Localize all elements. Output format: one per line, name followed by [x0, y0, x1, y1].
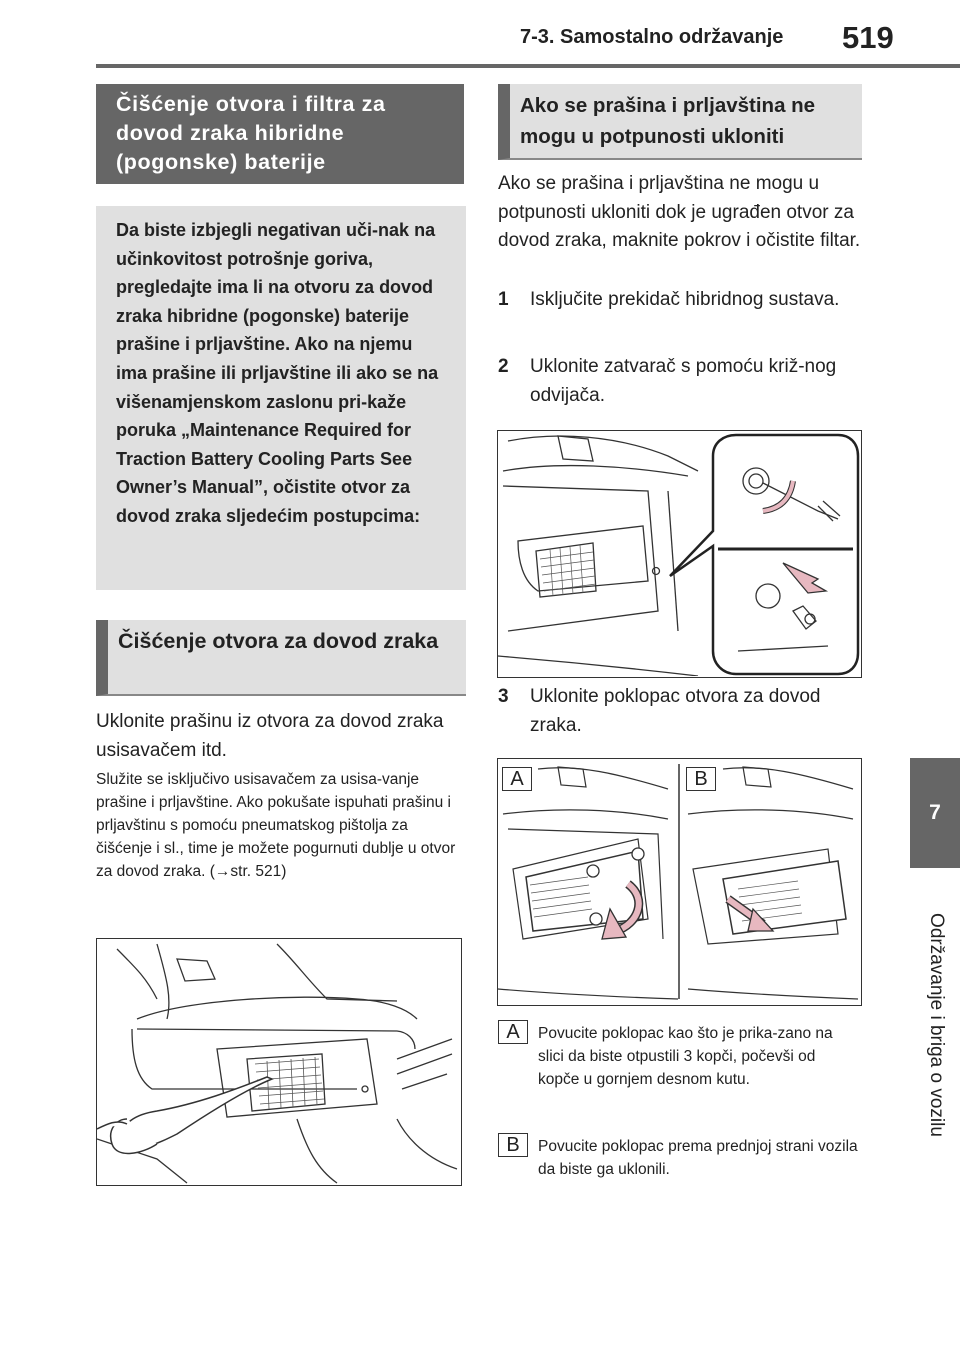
cover-removal-illustration — [498, 759, 860, 1004]
figure-remove-cover — [497, 758, 862, 1006]
step-text: Isključite prekidač hibridnog sustava. — [530, 289, 840, 310]
chapter-title-tab — [916, 880, 956, 1170]
right-intro-text: Ako se prašina i prljavština ne mogu u potpunosti ukloniti dok je ugrađen otvor za dovod zraka, maknite pokrov i očistite filtar. — [498, 173, 861, 251]
chapter-number-tab: 7 — [910, 758, 960, 868]
note-b-text: Povucite poklopac prema prednjoj strani vozila da biste ga uklonili. — [538, 1138, 858, 1178]
step-text: Uklonite zatvarač s pomoću križ-nog odvijača. — [530, 356, 837, 406]
sub-heading-not-removed: Ako se prašina i prljavština ne mogu u potpunosti ukloniti — [498, 84, 862, 160]
step-number: 1 — [498, 289, 509, 310]
header-rule — [96, 64, 960, 68]
step-text: Uklonite poklopac otvora za dovod zraka. — [530, 686, 821, 736]
step-3 — [498, 682, 862, 742]
sub-heading-cleaning: Čišćenje otvora za dovod zraka — [96, 620, 466, 696]
step-1 — [498, 285, 862, 345]
intro-box: Da biste izbjegli negativan uči-nak na učinkovitost potrošnje goriva, pregledajte ima li na otvoru za dovod zraka hibridne (pogonske) baterije prašine i prljavštine. Ako na njemu ima prašine ili prljavštine ili ako se na višenamjenskom zaslonu pri-kaže poruka „Maintenance Required for Traction Battery Cooling Parts See Owner’s Manual”, očistite otvor za dovod zraka sljedećim postupcima: — [96, 206, 466, 590]
chapter-title: Održavanje i briga o vozilu — [926, 913, 947, 1137]
section-title: 7-3. Samostalno održavanje — [520, 26, 784, 48]
step-2 — [498, 352, 862, 412]
note-text: Služite se isključivo usisavačem za usisa-vanje prašine i prljavštine. Ako pokušate ispuhati prašinu i prljavštinu s pomoću pneumatskog pištolja za čišćenje i sl., time je možete pogurnuti dublje u otvor za dovod zraka. (→str. 521) — [96, 771, 456, 880]
figure-label-b: B — [686, 767, 716, 791]
note-label-a: A — [498, 1020, 528, 1044]
figure-remove-clip — [497, 430, 862, 678]
vacuum-illustration — [97, 939, 460, 1184]
note-a-text: Povucite poklopac kao što je prika-zano na slici da biste otpustili 3 kopči, počevši od kopče u gornjem desnom kutu. — [538, 1025, 833, 1088]
main-heading: Čišćenje otvora i filtra za dovod zraka hibridne (pogonske) baterije — [96, 84, 464, 184]
step-number: 3 — [498, 686, 509, 707]
figure-label-a: A — [502, 767, 532, 791]
note-label-b: B — [498, 1133, 528, 1157]
step-number: 2 — [498, 356, 509, 377]
body-text: Uklonite prašinu iz otvora za dovod zraka usisavačem itd. — [96, 711, 444, 761]
figure-vacuum-intake — [96, 938, 462, 1186]
page-number: 519 — [842, 20, 894, 55]
clip-removal-illustration — [498, 431, 860, 676]
